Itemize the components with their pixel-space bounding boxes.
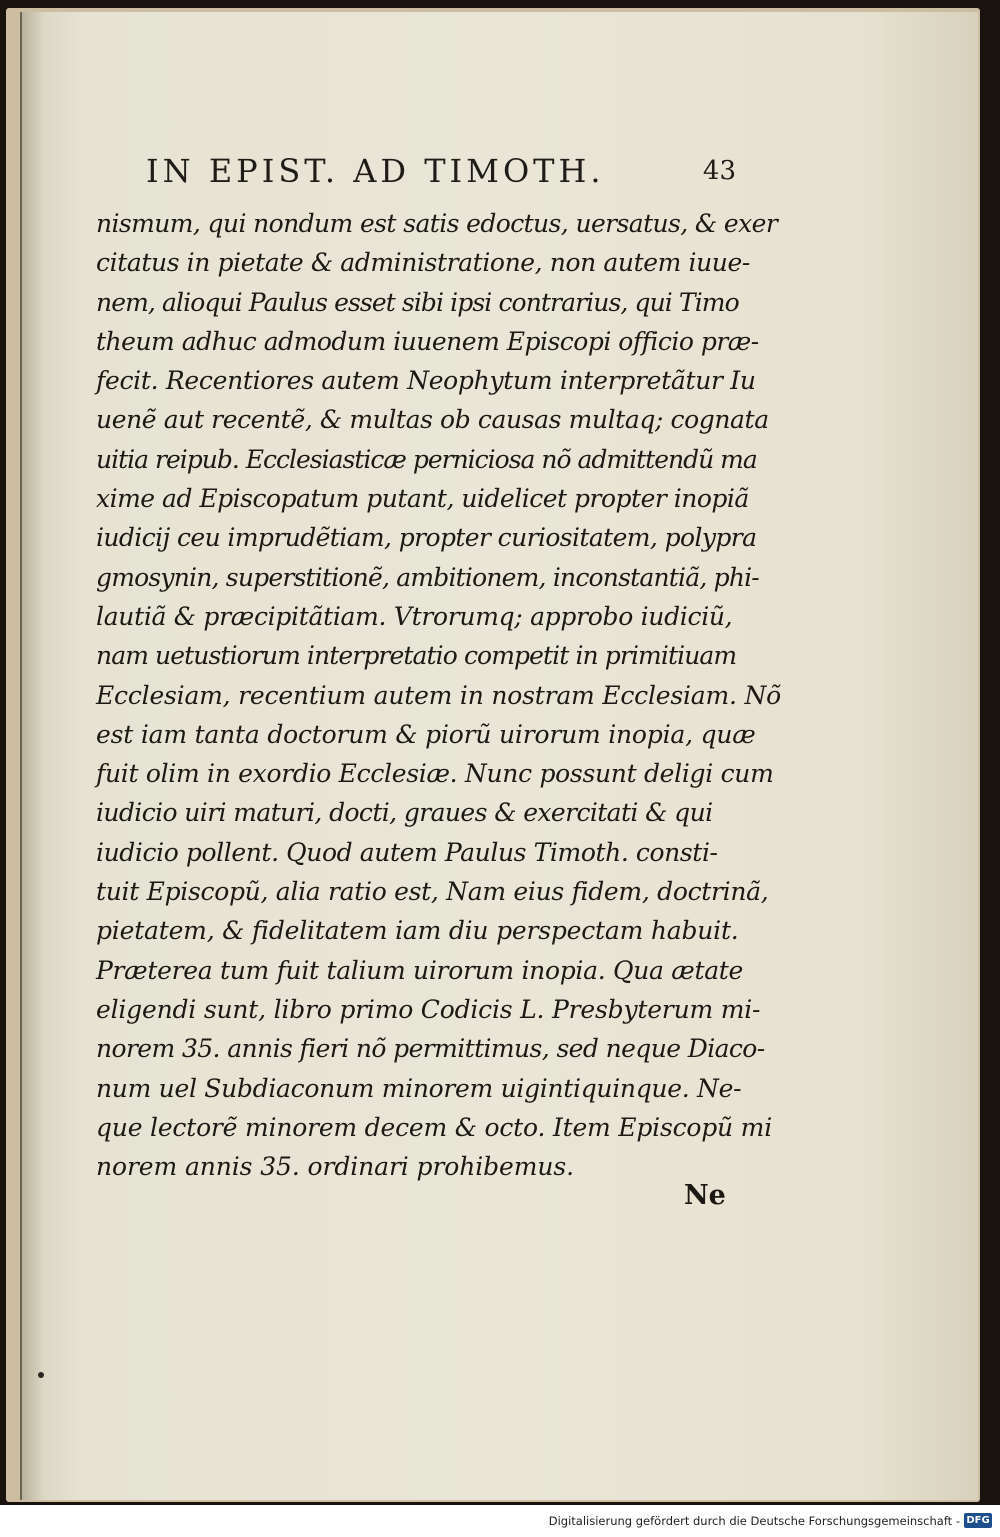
footer-bar [0,1505,1000,1537]
text-line: fecit. Recentiores autem Neophytum interpretãtur Iu [96,366,756,396]
text-line: Ecclesiam, recentium autem in nostram Ecclesiam. Nõ [96,680,781,710]
running-head-title: IN EPIST. AD TIMOTH. [146,152,605,190]
ink-mark [38,1372,44,1378]
text-line: iudicio uiri maturi, docti, graues & exercitati & qui [96,798,713,828]
text-line: uitia reipub. Ecclesiasticæ perniciosa nõ admittendũ ma [96,444,757,474]
text-line: est iam tanta doctorum & piorũ uirorum inopia, quæ [96,719,756,749]
text-line: tuit Episcopũ, alia ratio est, Nam eius fidem, doctrinã, [96,877,769,907]
body-text [96,204,781,1186]
text-line: xime ad Episcopatum putant, uidelicet propter inopiã [96,484,749,514]
text-line: num uel Subdiaconum minorem uigintiquinque. Ne- [96,1073,742,1103]
text-line: que lectorẽ minorem decem & octo. Item Episcopũ mi [96,1112,772,1142]
text-line: Præterea tum fuit talium uirorum inopia. Qua ætate [96,955,744,985]
text-line: citatus in pietate & administratione, non autem iuue- [96,248,750,278]
text-line: nem, alioqui Paulus esset sibi ipsi contrarius, qui Timo [96,287,739,317]
digitization-credit: Digitalisierung gefördert durch die Deutsche Forschungsgemeinschaft - [548,1514,960,1528]
text-line: gmosynin, superstitionẽ, ambitionem, inconstantiã, phi- [96,562,759,592]
text-line: pietatem, & fidelitatem iam diu perspectam habuit. [96,916,739,946]
text-line: uenẽ aut recentẽ, & multas ob causas multaq; cognata [96,405,769,435]
text-line: eligendi sunt, libro primo Codicis L. Presbyterum mi- [96,994,761,1024]
text-line: iudicio pollent. Quod autem Paulus Timoth. consti- [96,837,718,867]
text-line: theum adhuc admodum iuuenem Episcopi officio præ- [96,326,759,356]
text-line: lautiã & præcipitãtiam. Vtrorumq; approbo iudiciũ, [96,601,733,631]
catchword: Ne [684,1180,726,1211]
dfg-logo: DFG [964,1513,992,1528]
running-head [146,152,736,198]
book-page [20,12,978,1500]
text-line: norem 35. annis fieri nõ permittimus, sed neque Diaco- [96,1034,765,1064]
text-line: fuit olim in exordio Ecclesiæ. Nunc possunt deligi cum [96,759,774,789]
text-line: nismum, qui nondum est satis edoctus, uersatus, & exer [96,209,778,238]
text-line: nam uetustiorum interpretatio competit in primitiuam [96,641,737,671]
text-line: norem annis 35. ordinari prohibemus. [96,1152,574,1182]
page-number: 43 [702,156,736,186]
text-line: iudicij ceu imprudẽtiam, propter curiositatem, polypra [96,523,757,553]
